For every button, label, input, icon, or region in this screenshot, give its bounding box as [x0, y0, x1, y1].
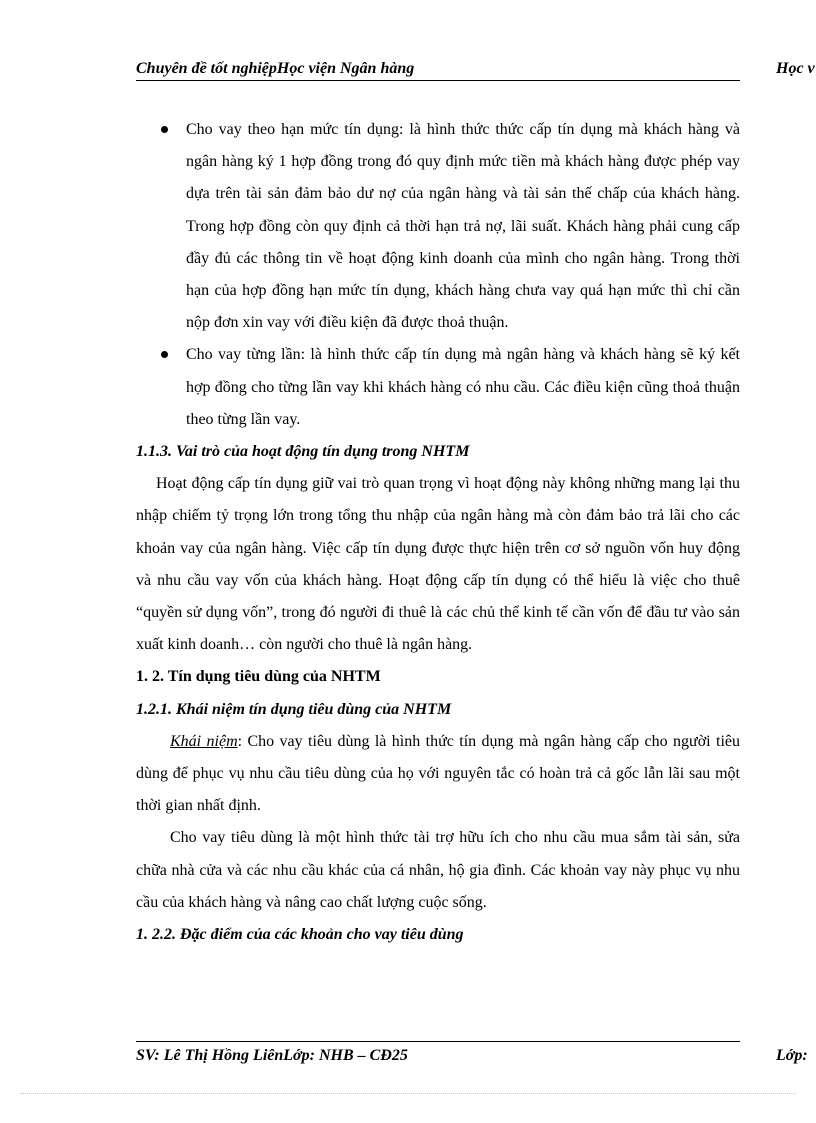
page-footer-student: SV: Lê Thị Hồng LiênLớp: NHB – CĐ25 — [136, 1047, 408, 1064]
document-body — [136, 114, 740, 951]
definition-label: Khái niệm — [170, 732, 238, 750]
page-footer-right: Lớp: — [776, 1047, 808, 1064]
loan-type-list — [136, 114, 740, 436]
paragraph-definition — [136, 726, 740, 823]
header-rule — [136, 80, 740, 81]
bullet-icon — [161, 126, 168, 133]
definition-text: : Cho vay tiêu dùng là hình thức tín dụng mà ngân hàng cấp cho người tiêu dùng để phục vụ nhu cầu tiêu dùng của họ với nguyên tắc có hoàn trả cả gốc lẫn lãi sau một thời gian nhất định. — [136, 732, 741, 815]
section-heading-1-1-3: 1.1.3. Vai trò của hoạt động tín dụng trong NHTM — [136, 443, 470, 461]
list-item — [136, 339, 740, 436]
page-header-title: Chuyên đề tốt nghiệpHọc viện Ngân hàng — [136, 60, 415, 77]
section-heading-1-2: 1. 2. Tín dụng tiêu dùng của NHTM — [136, 668, 381, 686]
paragraph-consumer-loan: Cho vay tiêu dùng là một hình thức tài trợ hữu ích cho nhu cầu mua sắm tài sản, sửa chữa nhà cửa và các nhu cầu khác của cá nhân, hộ gia đình. Các khoản vay này phục vụ nhu cầu của khách hàng và nâng cao chất lượng cuộc sống. — [136, 829, 740, 911]
page-bottom-edge — [20, 1093, 796, 1094]
footer-rule — [136, 1041, 740, 1042]
page-header-right: Học v — [776, 60, 815, 77]
section-heading-1-2-1: 1.2.1. Khái niệm tín dụng tiêu dùng của NHTM — [136, 700, 452, 718]
section-heading-1-2-2: 1. 2.2. Đặc điểm của các khoản cho vay tiêu dùng — [136, 926, 464, 944]
bullet-icon — [161, 351, 168, 358]
paragraph-credit-role: Hoạt động cấp tín dụng giữ vai trò quan trọng vì hoạt động này không những mang lại thu nhập chiếm tỷ trọng lớn trong tổng thu nhập của ngân hàng mà còn đảm bảo trả lãi cho các khoản vay của ngân hàng. Việc cấp tín dụng được thực hiện trên cơ sở nguồn vốn huy động và nhu cầu vay vốn của khách hàng. Hoạt động cấp tín dụng có thể hiểu là việc cho thuê “quyền sử dụng vốn”, trong đó người đi thuê là các chủ thể kinh tế cần vốn để đầu tư vào sản xuất kinh doanh… còn người cho thuê là ngân hàng. — [136, 475, 740, 654]
list-item-text: Cho vay từng lần: là hình thức cấp tín dụng mà ngân hàng và khách hàng sẽ ký kết hợp đồng cho từng lần vay khi khách hàng có nhu cầu. Các điều kiện cũng thoả thuận theo từng lần vay. — [186, 346, 740, 428]
list-item-text: Cho vay theo hạn mức tín dụng: là hình thức thức cấp tín dụng mà khách hàng và ngân hàng ký 1 hợp đồng trong đó quy định mức tiền mà khách hàng được phép vay dựa trên tài sản đảm bảo dư nợ của ngân hàng và tài sản thế chấp của khách hàng. Trong hợp đồng còn quy định cả thời hạn trả nợ, lãi suất. Khách hàng phải cung cấp đầy đủ các thông tin về hoạt động kinh doanh của mình cho ngân hàng. Trong thời hạn của hợp đồng hạn mức tín dụng, khách hàng chưa vay quá hạn mức thì chỉ cần nộp đơn xin vay với điều kiện đã được thoả thuận. — [186, 121, 740, 332]
list-item — [136, 114, 740, 339]
